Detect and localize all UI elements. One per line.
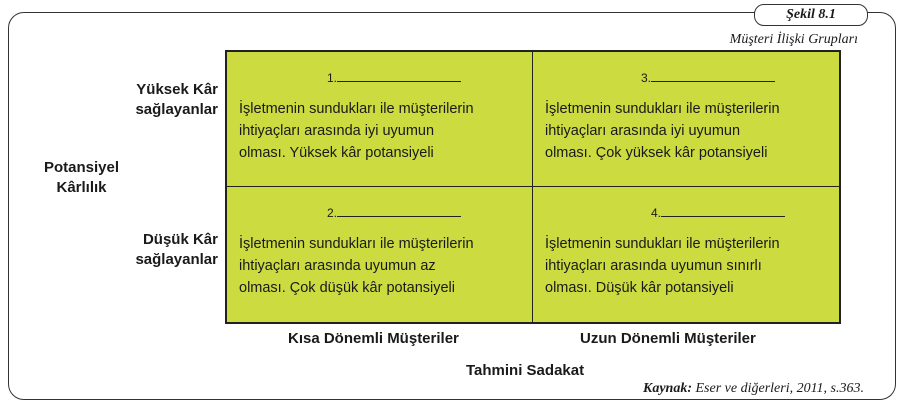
- figure-source: [643, 381, 864, 397]
- source-label: Kaynak:: [643, 381, 692, 396]
- x-right-label: Uzun Dönemli Müşteriler: [580, 330, 756, 347]
- y-axis-title-line1: Potansiyel: [44, 159, 120, 176]
- y-high-label: [135, 80, 218, 120]
- quadrant-1-description: İşletmenin sundukları ile müşterilerin ihtiyaçları arasında iyi uyumun olması. Yüksek kâr potansiyeli: [239, 101, 474, 161]
- quadrant-4-description: İşletmenin sundukları ile müşterilerin ihtiyaçları arasında uyumun sınırlı olması. Düşük kâr potansiyeli: [545, 236, 780, 296]
- y-axis-title: [44, 158, 119, 198]
- y-high-label-line1: Yüksek Kâr: [136, 81, 218, 98]
- quadrant-4: [533, 187, 839, 322]
- quadrant-1-number: 1.: [327, 70, 461, 85]
- y-low-label-line1: Düşük Kâr: [142, 231, 218, 248]
- quadrant-grid: [225, 50, 841, 324]
- y-low-label-line2: sağlayanlar: [135, 251, 218, 268]
- x-axis-title: Tahmini Sadakat: [466, 362, 585, 379]
- y-low-label: [135, 230, 218, 270]
- y-high-label-line2: sağlayanlar: [135, 101, 218, 118]
- figure-tag: Şekil 8.1: [754, 4, 868, 26]
- quadrant-4-number: 4.: [651, 205, 785, 220]
- x-left-label: Kısa Dönemli Müşteriler: [288, 330, 459, 347]
- quadrant-2-number: 2.: [327, 205, 461, 220]
- figure-caption: Müşteri İlişki Grupları: [729, 32, 858, 47]
- quadrant-3: [533, 52, 839, 187]
- quadrant-3-description: İşletmenin sundukları ile müşterilerin ihtiyaçları arasında iyi uyumun olması. Çok yüksek kâr potansiyeli: [545, 101, 780, 161]
- quadrant-2: [227, 187, 533, 322]
- y-axis-title-line2: Kârlılık: [56, 179, 107, 196]
- quadrant-3-number: 3.: [641, 70, 775, 85]
- source-text: Eser ve diğerleri, 2011, s.363.: [695, 381, 864, 396]
- quadrant-2-description: İşletmenin sundukları ile müşterilerin ihtiyaçları arasında uyumun az olması. Çok düşük kâr potansiyeli: [239, 236, 474, 296]
- quadrant-1: [227, 52, 533, 187]
